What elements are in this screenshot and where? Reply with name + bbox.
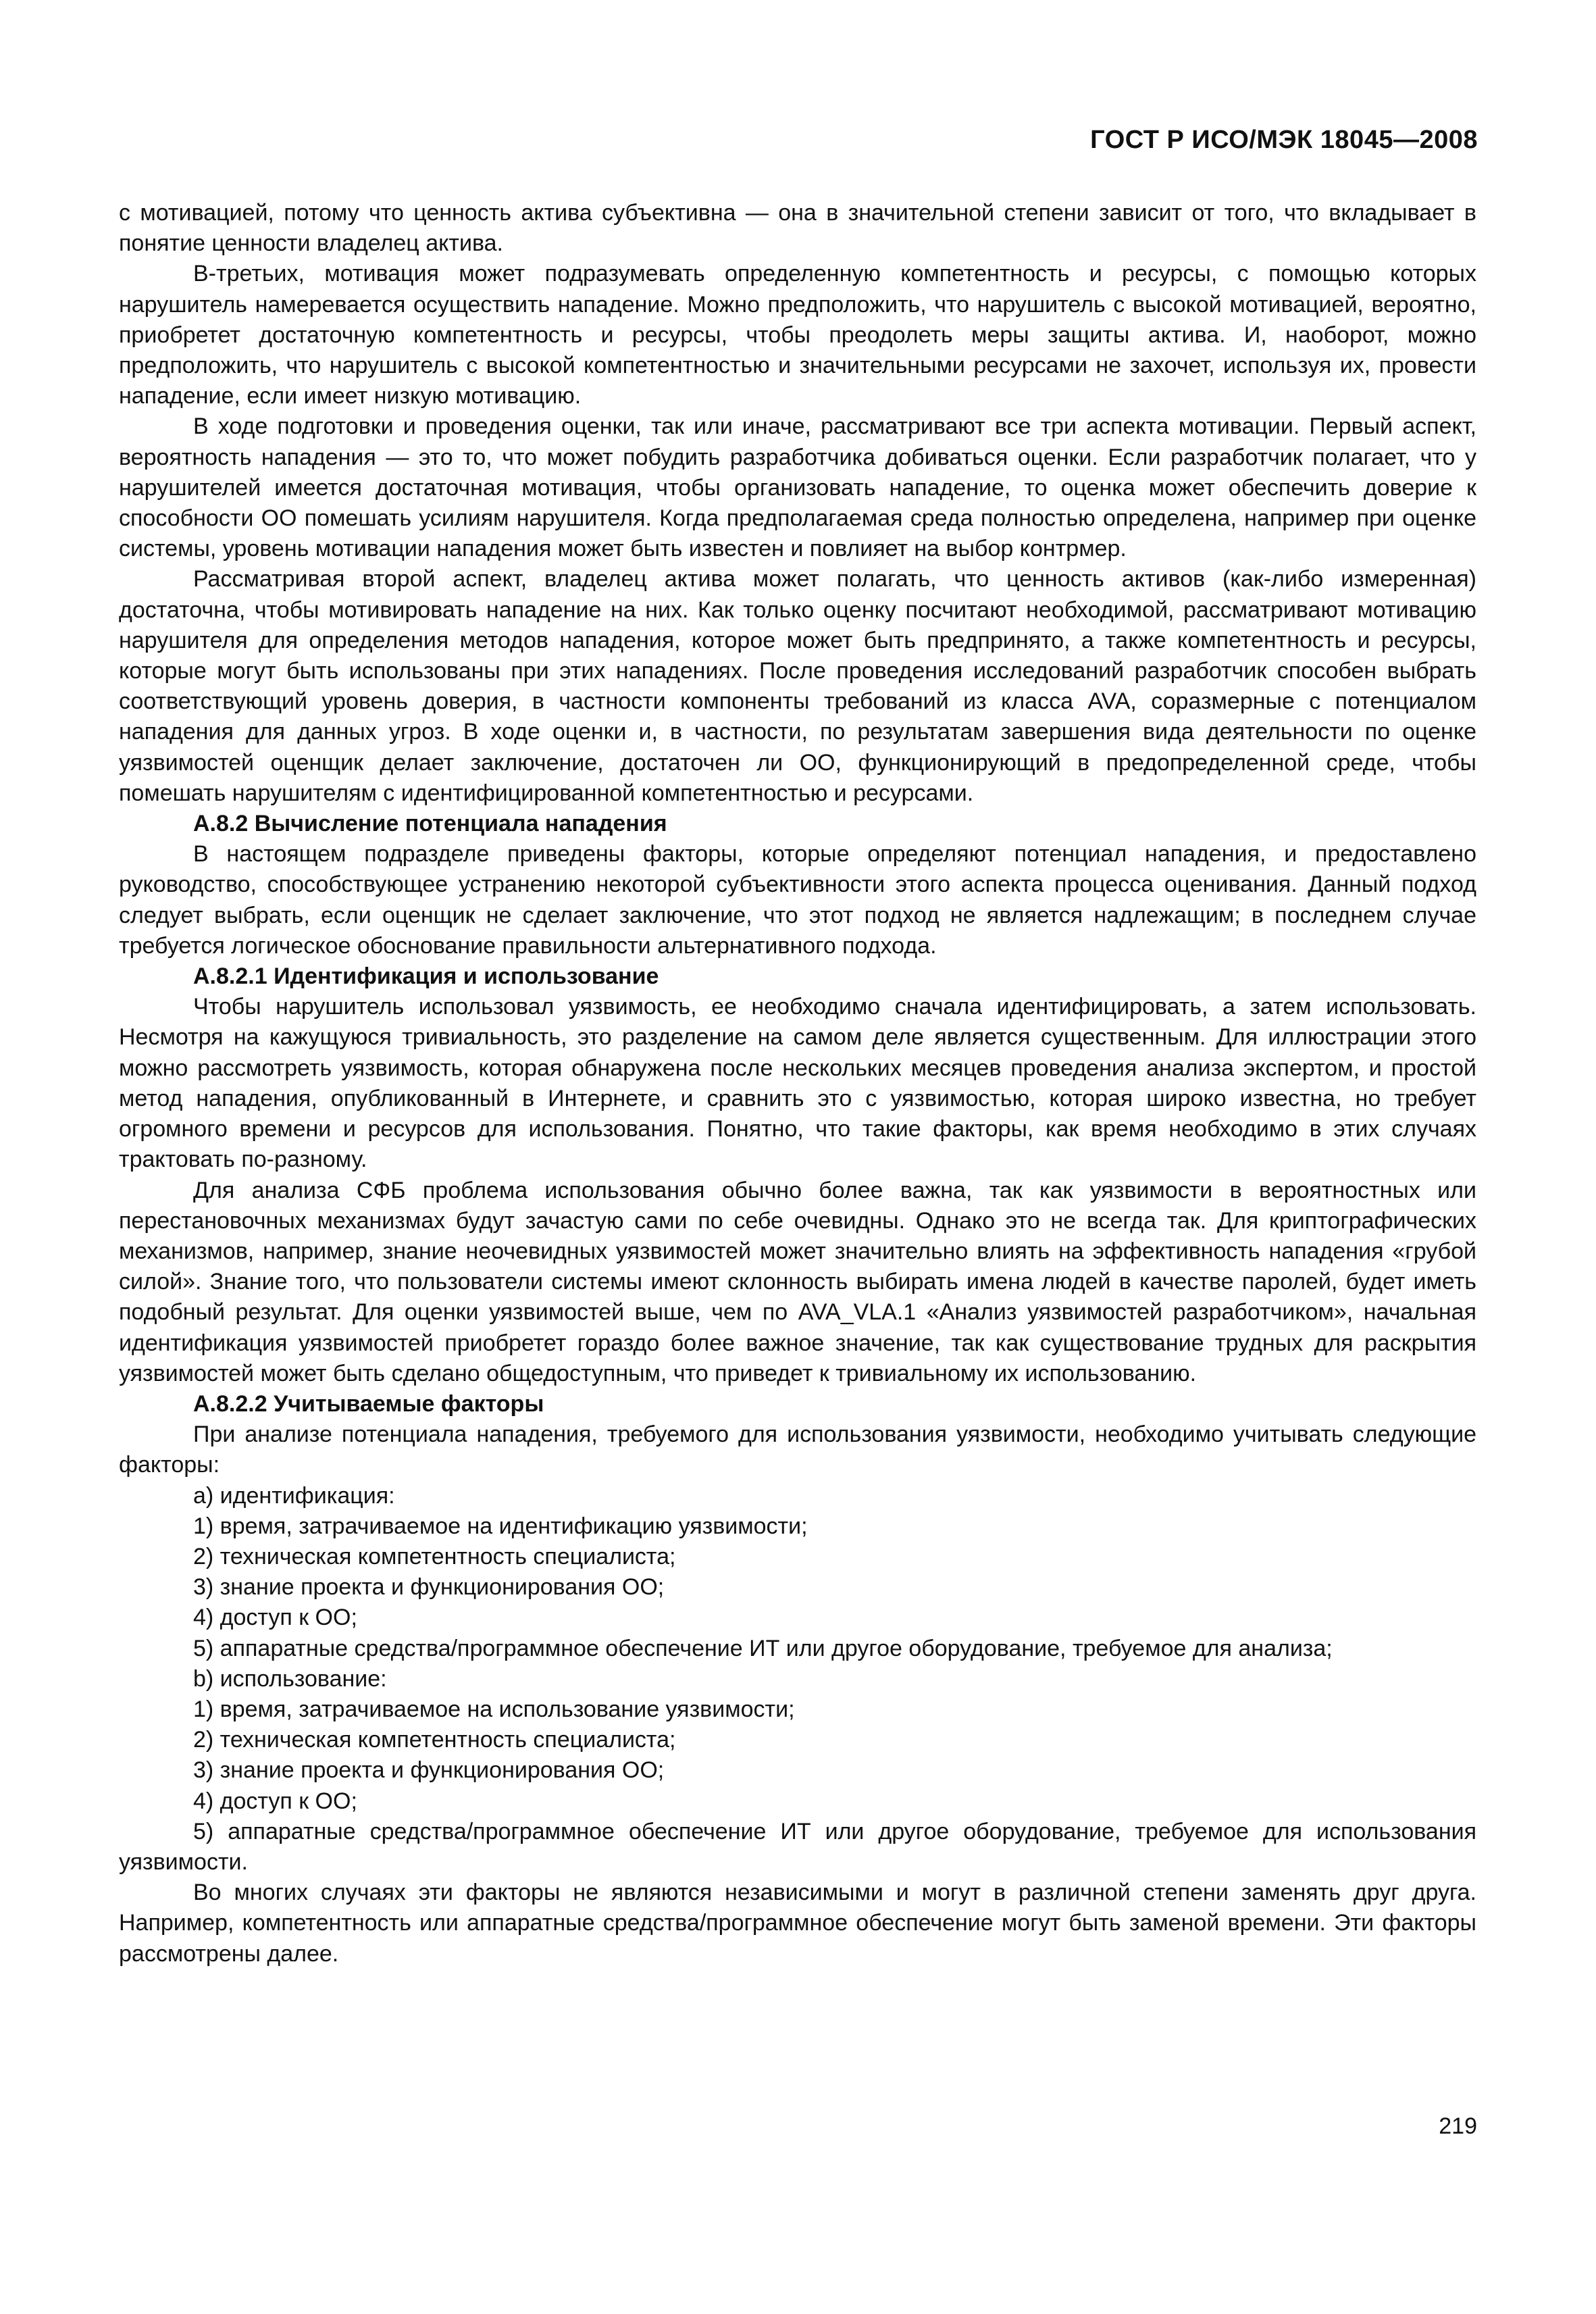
- list-item: 4) доступ к ОО;: [193, 1788, 357, 1814]
- list-item: 2) техническая компетентность специалиста;: [193, 1543, 676, 1569]
- paragraph: Для анализа СФБ проблема использования обычно более важна, так как уязвимости в вероятностных или перестановочных механизмах будут зачастую сами по себе очевидны. Однако это не всегда так. Для криптографических механизмов, например, знание неочевидных уязвимостей может значительно влиять на эффективность нападения «грубой силой». Знание того, что пользователи системы имеют склонность выбирать имена людей в качестве паролей, будет иметь подобный результат. Для оценки уязвимостей выше, чем по AVA_VLA.1 «Анализ уязвимостей разработчиком», начальная идентификация уязвимостей приобретет гораздо более важное значение, так как существование трудных для раскрытия уязвимостей может быть сделано общедоступным, что приведет к тривиальному их использованию.: [119, 1177, 1476, 1386]
- paragraph: Чтобы нарушитель использовал уязвимость, ее необходимо сначала идентифицировать, а затем использовать. Несмотря на кажущуюся тривиальность, это разделение на самом деле является существенным. Для иллюстрации этого можно рассмотреть уязвимость, которая обнаружена после нескольких месяцев проведения анализа экспертом, и простой метод нападения, опубликованный в Интернете, и сравнить это с уязвимостью, которая широко известна, но требует огромного времени и ресурсов для использования. Понятно, что такие факторы, как время необходимо в этих случаях трактовать по-разному.: [119, 994, 1476, 1173]
- section-heading: А.8.2 Вычисление потенциала нападения: [193, 811, 667, 837]
- section-heading: А.8.2.2 Учитываемые факторы: [193, 1390, 544, 1417]
- list-item: 1) время, затрачиваемое на идентификацию уязвимости;: [193, 1513, 808, 1539]
- page-number: 219: [1439, 2113, 1477, 2139]
- list-item: a) идентификация:: [193, 1482, 395, 1509]
- document-header: ГОСТ Р ИСО/МЭК 18045—2008: [1090, 126, 1478, 154]
- document-body: [119, 198, 1476, 1969]
- list-item: 3) знание проекта и функционирования ОО;: [193, 1757, 665, 1784]
- paragraph: В настоящем подразделе приведены факторы, которые определяют потенциал нападения, и предоставлено руководство, способствующее устранению некоторой субъективности этого аспекта процесса оценивания. Данный подход следует выбрать, если оценщик не сделает заключение, что этот подход не является надлежащим; в последнем случае требуется логическое обоснование правильности альтернативного подхода.: [119, 841, 1476, 959]
- paragraph: Рассматривая второй аспект, владелец актива может полагать, что ценность активов (как-либо измеренная) достаточна, чтобы мотивировать нападение на них. Как только оценку посчитают необходимой, рассматривают мотивацию нарушителя для определения методов нападения, которое может быть предпринято, а также компетентность и ресурсы, которые могут быть использованы при этих нападениях. После проведения исследований разработчик способен выбрать соответствующий уровень доверия, в частности компоненты требований из класса AVA, соразмерные с потенциалом нападения для данных угроз. В ходе оценки и, в частности, по результатам завершения вида деятельности по оценке уязвимостей оценщик делает заключение, достаточен ли ОО, функционирующий в предопределенной среде, чтобы помешать нарушителям с идентифицированной компетентностью и ресурсами.: [119, 566, 1476, 806]
- section-heading: А.8.2.1 Идентификация и использование: [193, 963, 659, 990]
- list-item: 1) время, затрачиваемое на использование уязвимости;: [193, 1696, 795, 1722]
- list-item: b) использование:: [193, 1665, 387, 1692]
- paragraph: В ходе подготовки и проведения оценки, так или иначе, рассматривают все три аспекта мотивации. Первый аспект, вероятность нападения — это то, что может побудить разработчика добиваться оценки. Если разработчик полагает, что у нарушителей имеется достаточная мотивация, чтобы организовать нападение, то оценка может обеспечить доверие к способности ОО помешать усилиям нарушителя. Когда предполагаемая среда полностью определена, например при оценке системы, уровень мотивации нападения может быть известен и повлияет на выбор контрмер.: [119, 413, 1476, 562]
- list-item: 5) аппаратные средства/программное обеспечение ИТ или другое оборудование, требуемое для анализа;: [193, 1635, 1333, 1661]
- list-item: 2) техническая компетентность специалиста;: [193, 1727, 676, 1753]
- list-item: 4) доступ к ОО;: [193, 1605, 357, 1631]
- paragraph: с мотивацией, потому что ценность актива субъективна — она в значительной степени зависит от того, что вкладывает в понятие ценности владелец актива.: [119, 200, 1476, 257]
- list-item: 5) аппаратные средства/программное обеспечение ИТ или другое оборудование, требуемое для использования уязвимости.: [119, 1818, 1476, 1875]
- list-item: 3) знание проекта и функционирования ОО;: [193, 1574, 665, 1601]
- paragraph: В-третьих, мотивация может подразумевать определенную компетентность и ресурсы, с помощью которых нарушитель намеревается осуществить нападение. Можно предположить, что нарушитель с высокой мотивацией, вероятно, приобретет достаточную компетентность и ресурсы, чтобы преодолеть меры защиты актива. И, наоборот, можно предположить, что нарушитель с высокой компетентностью и значительными ресурсами не захочет, используя их, провести нападение, если имеет низкую мотивацию.: [119, 261, 1476, 409]
- paragraph: Во многих случаях эти факторы не являются независимыми и могут в различной степени заменять друг друга. Например, компетентность или аппаратные средства/программное обеспечение могут быть заменой времени. Эти факторы рассмотрены далее.: [119, 1880, 1476, 1967]
- paragraph: При анализе потенциала нападения, требуемого для использования уязвимости, необходимо учитывать следующие факторы:: [119, 1422, 1476, 1478]
